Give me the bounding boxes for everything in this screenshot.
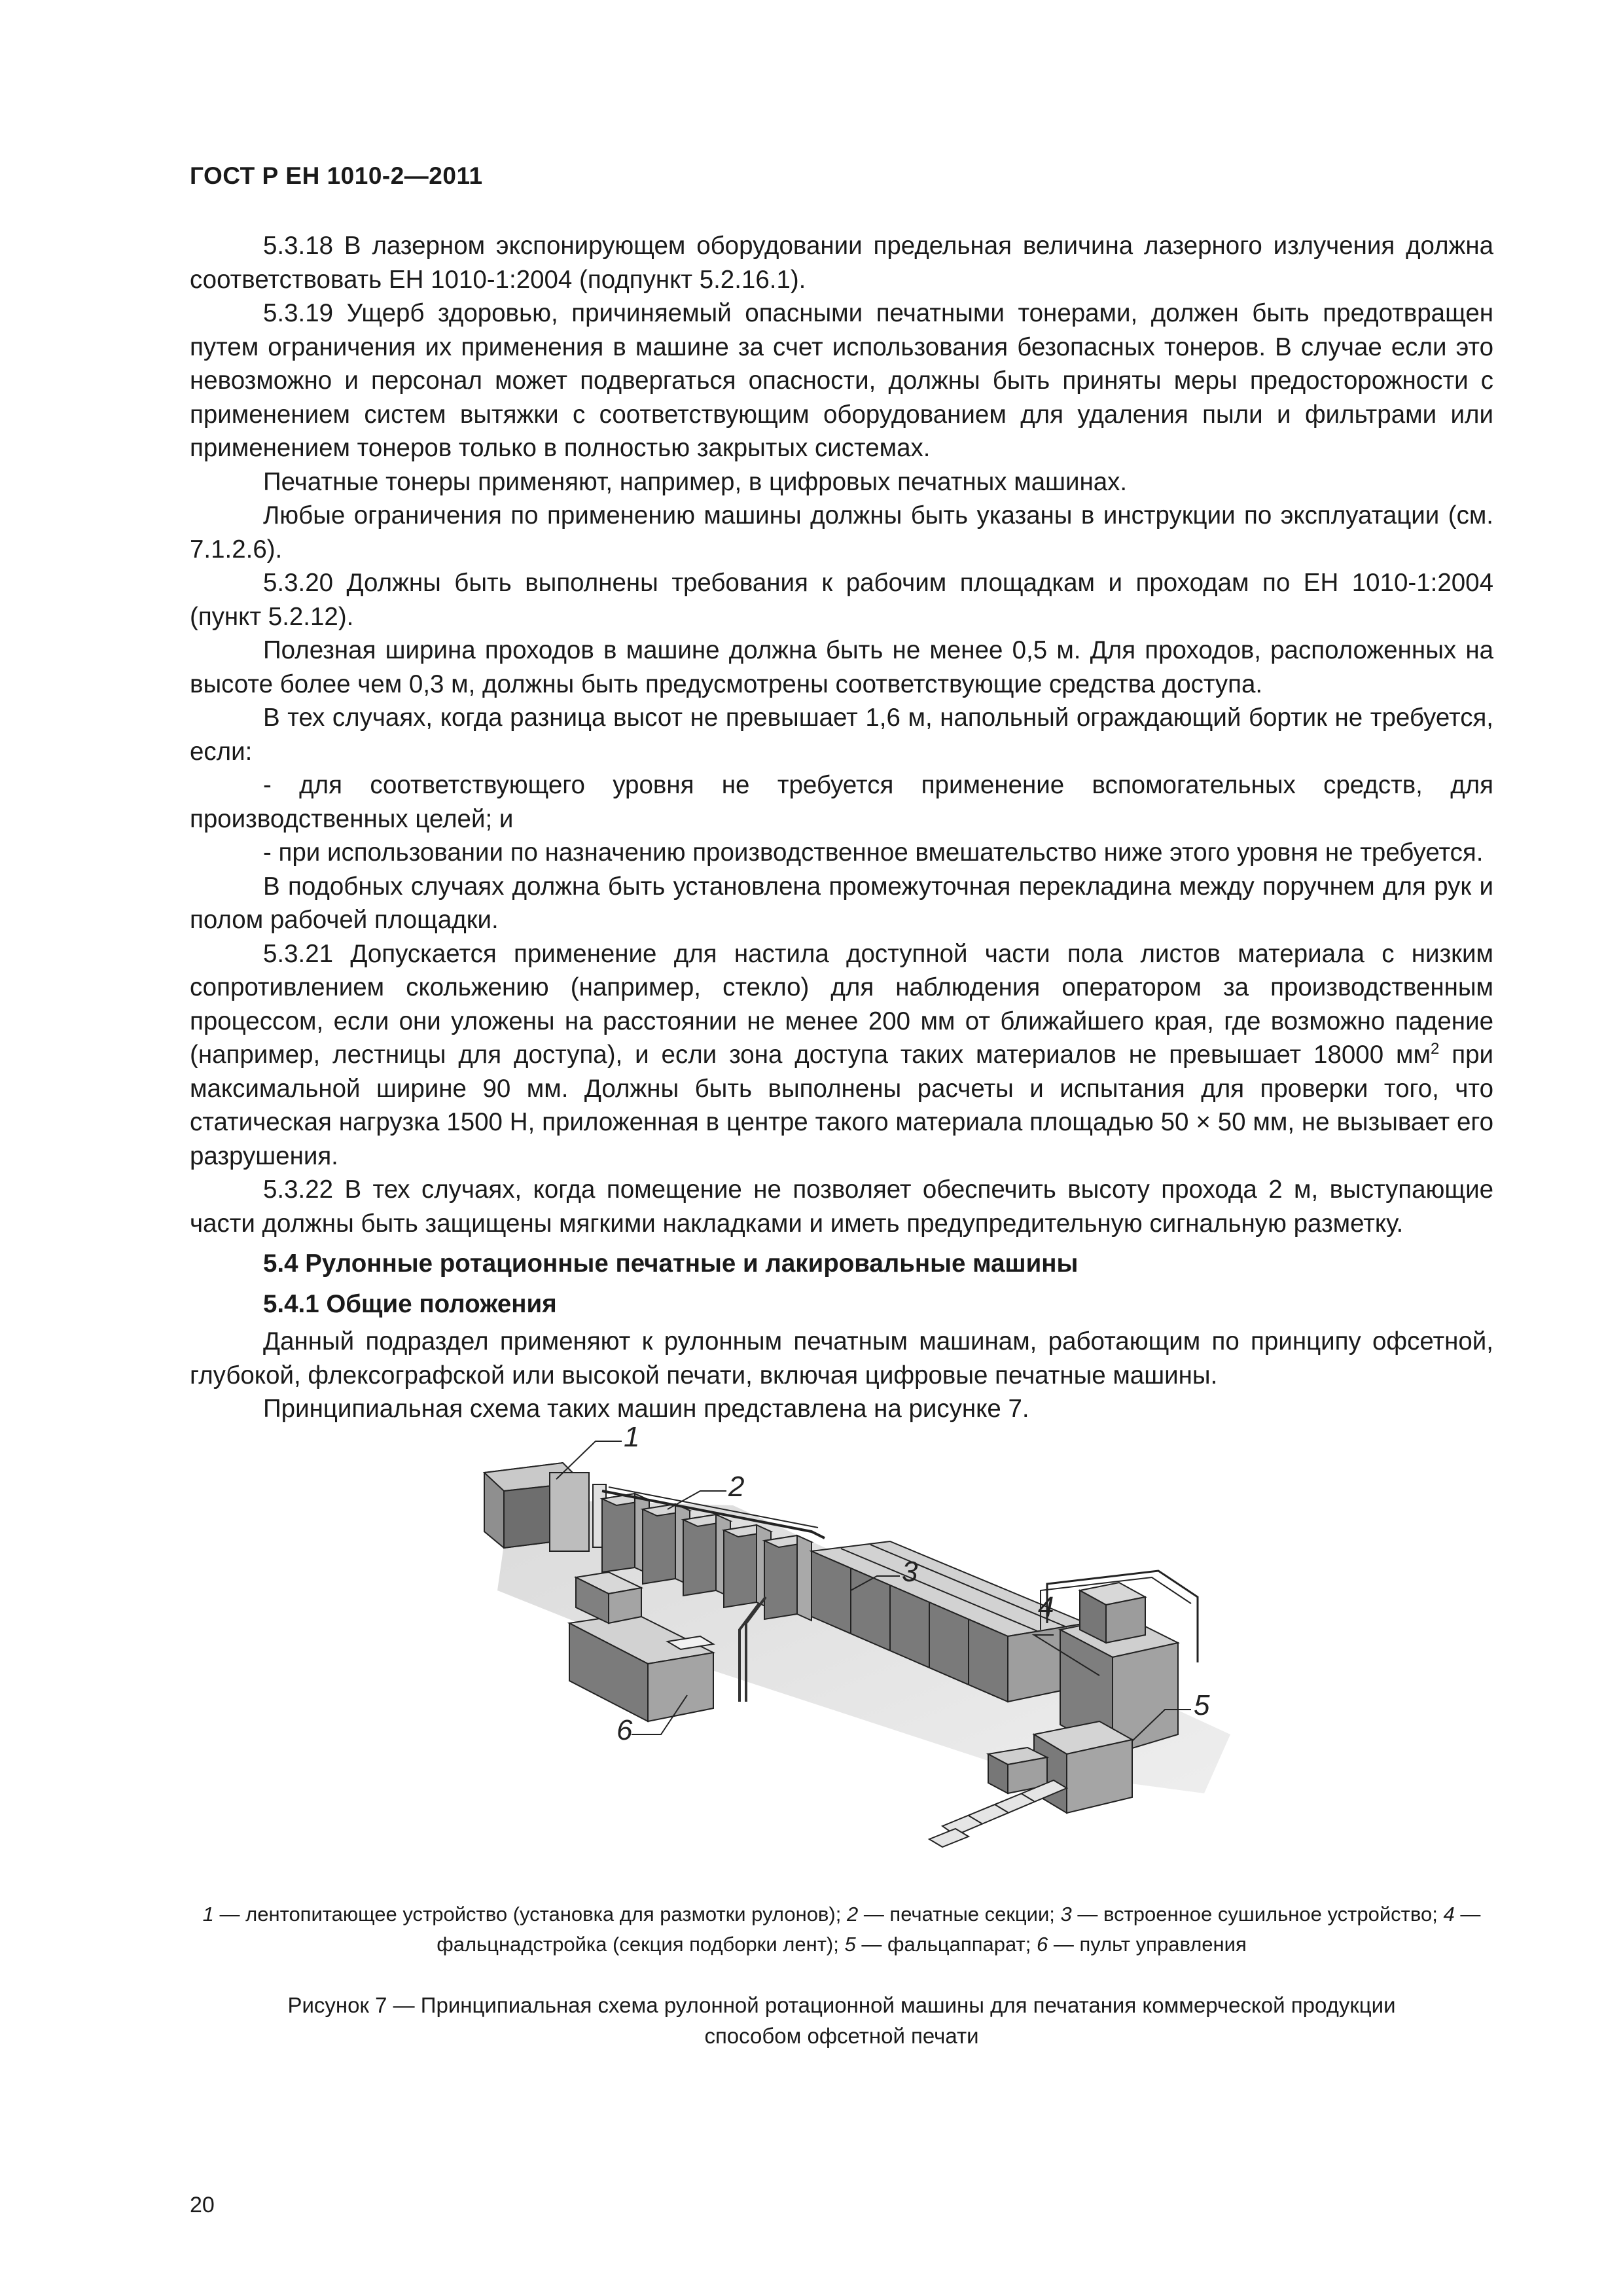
figure-caption bbox=[190, 1990, 1493, 2051]
caption-line: способом офсетной печати bbox=[704, 2024, 979, 2048]
legend-number: 6 bbox=[1036, 1933, 1048, 1956]
legend-text: — пульт управления bbox=[1048, 1933, 1247, 1956]
legend-text: — фальцнадстройка (секция подборки лент); bbox=[437, 1903, 1481, 1956]
folder-superstructure bbox=[1041, 1571, 1198, 1754]
caption-line: Рисунок 7 — Принципиальная схема рулонной ротационной машины для печатания коммерческой продукции bbox=[287, 1993, 1396, 2017]
paragraph: 5.3.20 Должны быть выполнены требования к рабочим площадкам и проходам по ЕН 1010-1:2004 (пункт 5.2.12). bbox=[190, 569, 1493, 631]
paragraph: Печатные тонеры применяют, например, в цифровых печатных машинах. bbox=[263, 467, 1128, 496]
page-number: 20 bbox=[190, 2193, 215, 2217]
paragraph-text: при максимальной ширине 90 мм. Должны быть выполнены расчеты и испытания для проверки того, что статическая нагрузка 1500 Н, приложенная в центре такого материала площадью 50 × 50 мм, не вызывает его разрушения. bbox=[190, 1041, 1493, 1170]
body-text bbox=[190, 229, 1493, 1426]
paragraph: Принципиальная схема таких машин представлена на рисунке 7. bbox=[263, 1395, 1029, 1423]
paragraph: 5.3.18 В лазерном экспонирующем оборудовании предельная величина лазерного излучения должна соответствовать ЕН 1010-1:2004 (подпункт 5.2.16.1). bbox=[190, 232, 1493, 294]
legend-number: 4 bbox=[1443, 1903, 1455, 1926]
callout-6: 6 bbox=[616, 1714, 633, 1746]
legend-number: 3 bbox=[1060, 1903, 1072, 1926]
legend-number: 1 bbox=[202, 1903, 214, 1926]
callout-1: 1 bbox=[624, 1427, 640, 1453]
paragraph: 5.3.22 В тех случаях, когда помещение не позволяет обеспечить высоту прохода 2 м, выступающие части должны быть защищены мягкими накладками и иметь предупредительную сигнальную разметку. bbox=[190, 1175, 1493, 1238]
press-diagram-svg bbox=[471, 1427, 1243, 1872]
legend-number: 2 bbox=[846, 1903, 859, 1926]
paragraph: В подобных случаях должна быть установлена промежуточная перекладина между поручнем для рук и полом рабочей площадки. bbox=[190, 872, 1493, 934]
paragraph-text: 5.3.21 Допускается применение для настила доступной части пола листов материала с низким сопротивлением скольжению (например, стекло) для наблюдения оператором за производственным процессом, если они уложены на расстоянии не менее 200 мм от ближайшего края, где возможно падение (например, лестницы для доступа), и если зона доступа таких материалов не превышает 18000 мм bbox=[190, 939, 1493, 1069]
unwinder bbox=[484, 1463, 606, 1551]
paragraph bbox=[190, 937, 1493, 1174]
legend-text: — фальцаппарат; bbox=[855, 1933, 1037, 1956]
callout-4: 4 bbox=[1038, 1591, 1054, 1623]
list-item: - при использовании по назначению производственное вмешательство ниже этого уровня не требуется. bbox=[263, 838, 1484, 867]
superscript: 2 bbox=[1430, 1040, 1440, 1058]
delivery-conveyor bbox=[929, 1780, 1067, 1847]
list-item: - для соответствующего уровня не требуется применение вспомогательных средств, для производственных целей; и bbox=[190, 771, 1493, 833]
subsection-heading: 5.4.1 Общие положения bbox=[263, 1289, 557, 1318]
callout-2: 2 bbox=[728, 1471, 745, 1503]
paragraph: Любые ограничения по применению машины должны быть указаны в инструкции по эксплуатации (см. 7.1.2.6). bbox=[190, 501, 1493, 564]
document-header: ГОСТ Р ЕН 1010-2—2011 bbox=[190, 162, 483, 189]
legend-text: — печатные секции; bbox=[858, 1903, 1061, 1926]
legend-text: — лентопитающее устройство (установка для размотки рулонов); bbox=[213, 1903, 847, 1926]
legend-text: — встроенное сушильное устройство; bbox=[1071, 1903, 1444, 1926]
callout-5: 5 bbox=[1194, 1689, 1210, 1721]
callout-3: 3 bbox=[902, 1556, 918, 1588]
press-diagram bbox=[471, 1427, 1243, 1872]
paragraph: Данный подраздел применяют к рулонным печатным машинам, работающим по принципу офсетной, глубокой, флексографской или высокой печати, включая цифровые печатные машины. bbox=[190, 1327, 1493, 1390]
paragraph: 5.3.19 Ущерб здоровью, причиняемый опасными печатными тонерами, должен быть предотвращен путем ограничения их применения в машине за счет использования безопасных тонеров. В случае если это невозможно и персонал может подвергаться опасности, должны быть приняты меры предосторожности с применением систем вытяжки с соответствующим оборудованием для удаления пыли и фильтрами или применением тонеров только в полностью закрытых системах. bbox=[190, 299, 1493, 462]
paragraph: Полезная ширина проходов в машине должна быть не менее 0,5 м. Для проходов, расположенных на высоте более чем 0,3 м, должны быть предусмотрены соответствующие средства доступа. bbox=[190, 636, 1493, 698]
section-heading: 5.4 Рулонные ротационные печатные и лакировальные машины bbox=[263, 1249, 1079, 1278]
figure-legend bbox=[190, 1899, 1493, 1960]
legend-number: 5 bbox=[844, 1933, 856, 1956]
paragraph: В тех случаях, когда разница высот не превышает 1,6 м, напольный ограждающий бортик не требуется, если: bbox=[190, 704, 1493, 766]
